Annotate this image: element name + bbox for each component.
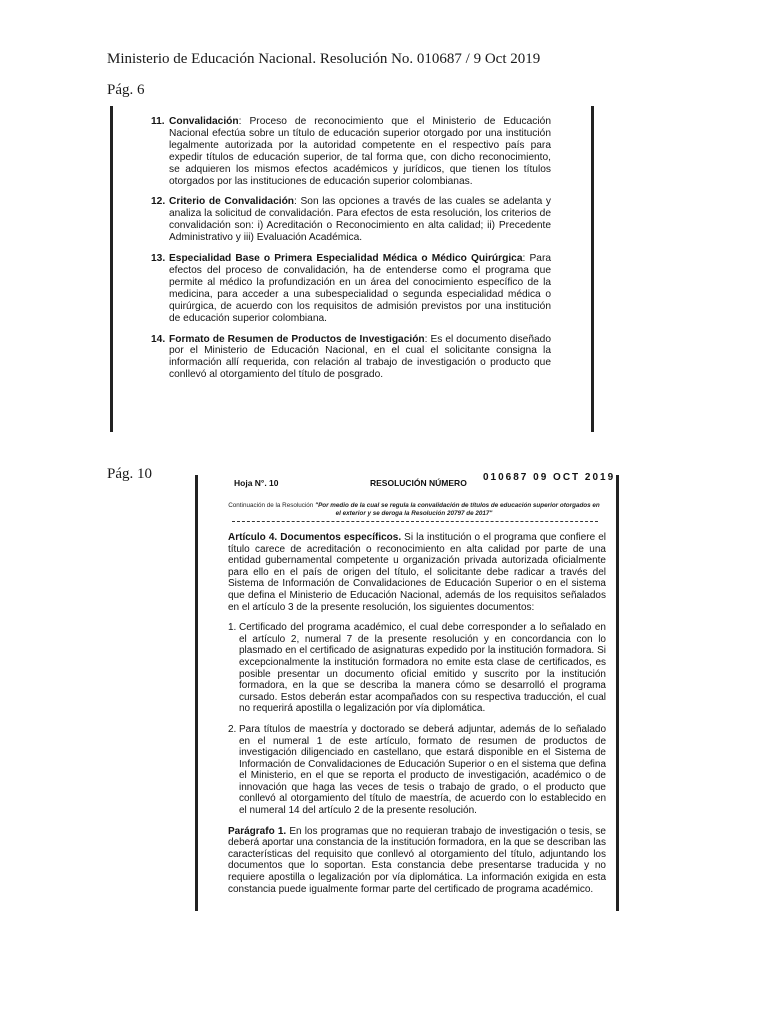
definitions-list <box>151 116 551 390</box>
definition-item <box>151 334 551 382</box>
item-number: 11. <box>151 116 165 127</box>
item-number: 12. <box>151 196 166 208</box>
item-number: 13. <box>151 253 166 265</box>
article-body <box>228 532 606 904</box>
scanned-page-6-excerpt <box>110 106 594 432</box>
list-item <box>228 724 606 817</box>
item-number: 14. <box>151 333 166 345</box>
scanned-page-10-excerpt <box>195 472 619 911</box>
page-10-label: Pág. 10 <box>107 466 152 482</box>
article-heading: Artículo 4. Documentos específicos. <box>228 532 402 543</box>
item-number: 2. <box>228 723 237 735</box>
definition-item <box>151 253 551 324</box>
divider <box>232 521 598 522</box>
definition-item <box>151 196 551 244</box>
list-item <box>228 622 606 715</box>
definition-text: : Son las opciones a través de las cuales se adelanta y analiza la solicitud de convalidación. Para efectos de esta resolución, los criterios de convalidación son: i) Acreditación o Reconocimiento en alta calidad; ii) Precedente Administrativo y iii) Evaluación Académica. <box>169 196 552 244</box>
page-6-label: Pág. 6 <box>107 82 145 98</box>
article-paragraph <box>228 532 606 613</box>
definition-term: Formato de Resumen de Productos de Investigación <box>169 333 425 345</box>
definition-text: : Es el documento diseñado por el Ministerio de Educación Nacional, en el cual el solicitante consigna la información allí requerida, con relación al trabajo de investigación o producto que conllevó al otorgamiento del título de posgrado. <box>169 333 551 381</box>
paragrafo-paragraph <box>228 826 606 896</box>
resolution-stamp: 010687 09 OCT 2019 <box>483 472 616 483</box>
paragrafo-text: En los programas que no requieran trabajo de investigación o tesis, se deberá aportar una constancia de la institución formadora, en la que se describan las características del requisito que conllevó al otorgamiento del título, adjuntando los documentos que lo soportan. Esta constancia debe presentarse traducida y no requiere apostilla o legalización por vía diplomática. La información exigida en esta constancia puede igualmente formar parte del certificado de programa académico. <box>228 825 606 895</box>
paragrafo-heading: Parágrafo 1. <box>228 825 287 837</box>
definition-item <box>151 116 551 187</box>
requirements-list <box>228 622 606 817</box>
definition-text: : Proceso de reconocimiento que el Ministerio de Educación Nacional efectúa sobre un título de educación superior otorgado por una institución legalmente autorizada por la autoridad competente en el respectivo país para expedir títulos de educación superior, de tal forma que, con dicho reconocimiento, se adquieren los mismos efectos académicos y jurídicos, que tienen los títulos otorgados por las instituciones de educación superior colombianas. <box>169 116 551 187</box>
continuation-title: "Por medio de la cual se regula la convalidación de títulos de educación superior otorgados en el exterior y se deroga la Resolución 20797 de 2017" <box>315 502 600 517</box>
sheet-number: Hoja N°. 10 <box>234 478 279 488</box>
definition-text: : Para efectos del proceso de convalidación, ha de entenderse como el programa que permite al médico la profundización en un área del conocimiento específico de la medicina, para acceder a una subespecialidad o segunda especialidad médica o quirúrgica, de acuerdo con los requisitos de admisión previstos por una institución de educación superior colombiana. <box>169 253 551 324</box>
item-number: 1. <box>228 622 237 634</box>
item-text: Certificado del programa académico, el cual debe corresponder a lo señalado en el artículo 2, numeral 7 de la presente resolución y en concordancia con lo plasmado en el certificado de asignaturas expedido por la institución formadora. Si excepcionalmente la institución formadora no emite esta clase de certificados, es posible presentar un documento oficial emitido y suscrito por la institución formadora, en la que se describa la manera cómo se desarrolló el programa cursado. Estos deberán estar acompañados con su respectiva traducción, el cual no requerirá apostilla o legalización por vía diplomática. <box>239 622 606 715</box>
continuation-prefix: Continuación de la Resolución <box>228 502 314 509</box>
definition-term: Especialidad Base o Primera Especialidad Médica o Médico Quirúrgica <box>169 253 523 265</box>
document-header: Ministerio de Educación Nacional. Resolución No. 010687 / 9 Oct 2019 <box>107 51 541 67</box>
resolution-number-label: RESOLUCIÓN NÚMERO <box>370 478 467 488</box>
article-text: Si la institución o el programa que confiere el título carece de acreditación o reconocimiento en alta calidad por parte de una entidad gubernamental competente u organización privada autorizada oficialmente para ello en el país de origen del título, el solicitante debe radicar a través del Sistema de Información de Convalidaciones de Educación Superior o en el sistema que defina el Ministerio de Educación Nacional, además de los requisitos señalados en el artículo 3 de la presente resolución, los siguientes documentos: <box>228 532 607 613</box>
continuation-note <box>228 502 600 518</box>
item-text: Para títulos de maestría y doctorado se deberá adjuntar, además de lo señalado en el numeral 1 de este artículo, formato de resumen de productos de investigación diligenciado en castellano, que estará disponible en el Sistema de Información de Convalidaciones de Educación Superior o en el sistema que defina el Ministerio, en el que se reporta el producto de investigación, académico o de innovación que haga las veces de tesis o trabajo de grado, o el producto que conllevó al otorgamiento del título de maestría, de acuerdo con lo establecido en el numeral 14 del artículo 2 de la presente resolución. <box>239 723 606 817</box>
definition-term: Criterio de Convalidación <box>169 196 295 208</box>
definition-term: Convalidación <box>169 116 239 127</box>
